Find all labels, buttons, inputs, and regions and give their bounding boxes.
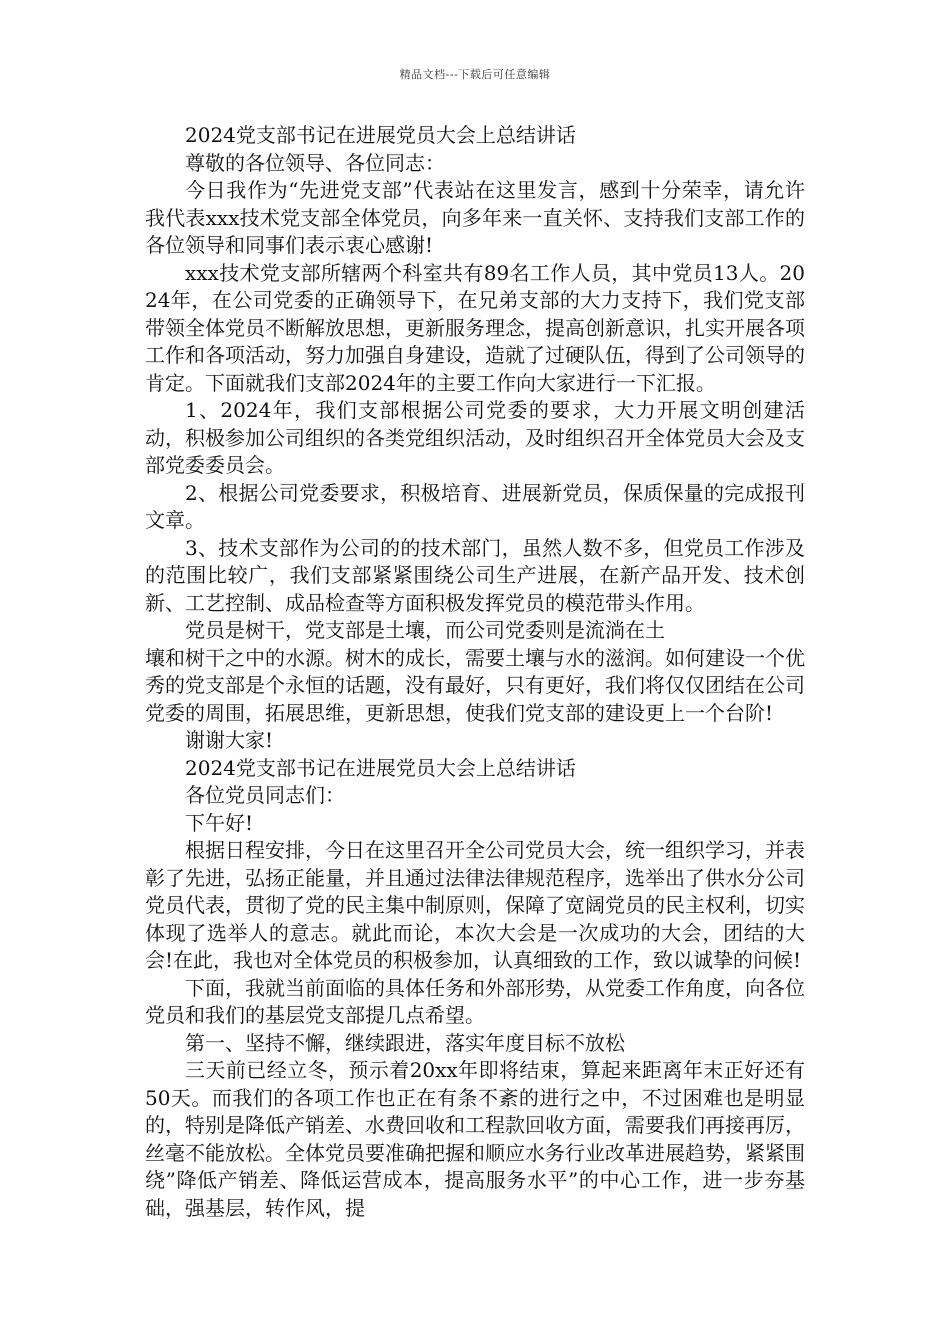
paragraph-greeting: 下午好! bbox=[185, 810, 254, 835]
paragraph: 根据日程安排，今日在这里召开全公司党员大会，统一组织学习，并表彰了先进，弘扬正能量，并且通过法律法律规范程序，选举出了供水分公司党员代表，贯彻了党的民主集中制原则，保障了宽阔党员的民主权利，切实体现了选举人的意志。就此而论，本次大会是一次成功的大会，团结的大会!在此，我也对全体党员的积极参加，认真细致的工作，致以诚挚的问候! bbox=[145, 838, 805, 972]
paragraph: 1、2024年，我们支部根据公司党委的要求，大力开展文明创建活动，积极参加公司组织的各类党组织活动，及时组织召开全体党员大会及支部党委委员会。 bbox=[145, 398, 805, 477]
paragraph: xxx技术党支部所辖两个科室共有89名工作人员，其中党员13人。2024年，在公司党委的正确领导下，在兄弟支部的大力支持下，我们党支部带领全体党员不断解放思想，更新服务理念，提高创新意识，扎实开展各项工作和各项活动，努力加强自身建设，造就了过硬队伍，得到了公司领导的肯定。下面就我们支部2024年的主要工作向大家进行一下汇报。 bbox=[145, 260, 805, 395]
paragraph: 下面，我就当前面临的具体任务和外部形势，从党委工作角度，向各位党员和我们的基层党支部提几点希望。 bbox=[145, 975, 805, 1027]
paragraph-closing: 谢谢大家! bbox=[185, 728, 274, 752]
document-body bbox=[145, 122, 805, 1222]
paragraph: 三天前已经立冬，预示着20xx年即将结束，算起来距离年末正好还有50天。而我们的各项工作也正在有条不紊的进行之中，不过困难也是明显的，特别是降低产销差、水费回收和工程款回收方面，需要我们再接再厉，丝毫不能放松。全体党员要准确把握和顺应水务行业改革进展趋势，紧紧围绕”降低产销差、降低运营成本，提高服务水平”的中心工作，进一步夯基础，强基层，转作风，提 bbox=[145, 1058, 805, 1220]
paragraph: 3、技术支部作为公司的的技术部门，虽然人数不多，但党员工作涉及的范围比较广，我们支部紧紧围绕公司生产进展，在新产品开发、技术创新、工艺控制、成品检查等方面积极发挥党员的模范带头作用。 bbox=[145, 535, 805, 615]
paragraph: 党员是树干，党支部是土壤，而公司党委则是流淌在土 bbox=[185, 618, 665, 642]
paragraph-salutation-1: 尊敬的各位领导、各位同志： bbox=[185, 150, 445, 175]
paragraph-title-2: 2024党支部书记在进展党员大会上总结讲话 bbox=[185, 755, 576, 780]
paragraph-salutation-2: 各位党员同志们： bbox=[185, 783, 345, 807]
paragraph-title-1: 2024党支部书记在进展党员大会上总结讲话 bbox=[185, 123, 576, 147]
page-header: 精品文档---下载后可任意编辑 bbox=[399, 68, 551, 81]
paragraph-section-heading: 第一、坚持不懈，继续跟进，落实年度目标不放松 bbox=[185, 1030, 625, 1055]
paragraph: 壤和树干之中的水源。树木的成长，需要土壤与水的滋润。如何建设一个优秀的党支部是个永恒的话题，没有最好，只有更好，我们将仅仅团结在公司党委的周围，拓展思维，更新思想，使我们党支部的建设更上一个台阶! bbox=[145, 645, 805, 725]
paragraph: 今日我作为“先进党支部”代表站在这里发言，感到十分荣幸，请允许我代表xxx技术党支部全体党员，向多年来一直关怀、支持我们支部工作的各位领导和同事们表示衷心感谢! bbox=[145, 178, 805, 257]
paragraph: 2、根据公司党委要求，积极培育、进展新党员，保质保量的完成报刊文章。 bbox=[145, 480, 805, 532]
